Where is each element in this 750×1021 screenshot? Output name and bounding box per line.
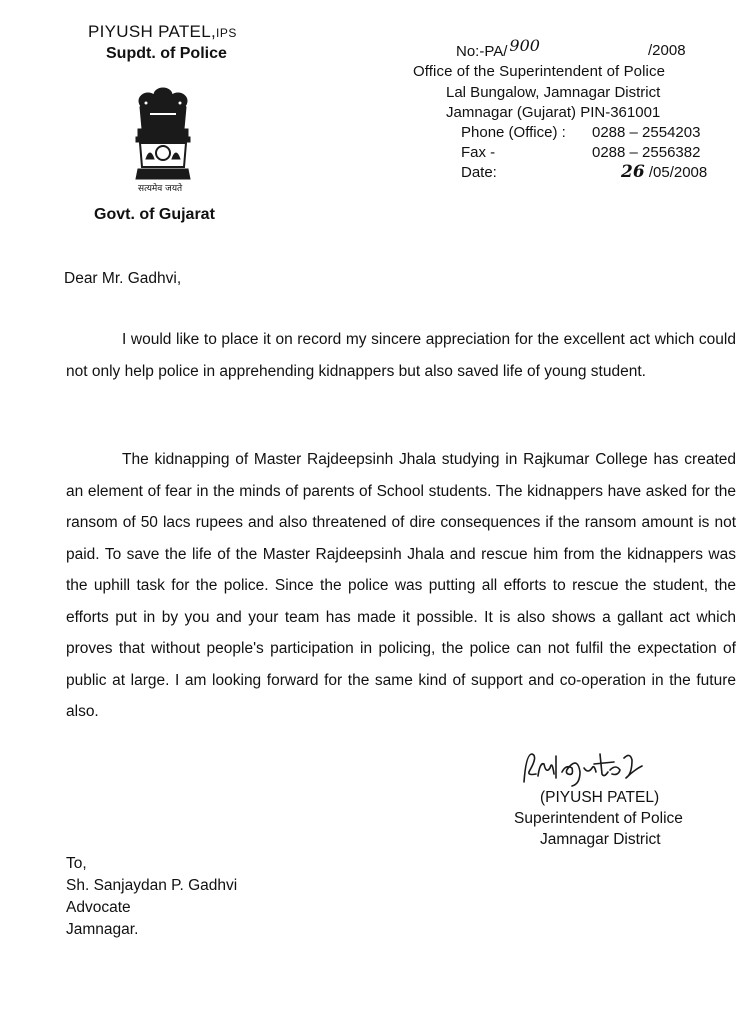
government-name: Govt. of Gujarat — [94, 206, 215, 223]
date-handwritten: 26 — [621, 162, 645, 182]
fax-row — [461, 142, 701, 163]
reference-number: No:-PA/ 900 /2008 — [456, 36, 686, 60]
date-row — [461, 162, 708, 183]
signatory-title: Superintendent of Police — [514, 810, 683, 827]
address-line-2: Jamnagar (Gujarat) PIN-361001 — [446, 104, 661, 121]
address-line-1: Lal Bungalow, Jamnagar District — [446, 84, 661, 101]
reference-handwritten: 900 — [509, 36, 540, 55]
emblem-motto: सत्यमेव जयते — [138, 184, 183, 194]
reference-year: /2008 — [648, 42, 686, 59]
recipient-block — [66, 853, 237, 941]
date-rest: /05/2008 — [648, 164, 708, 181]
national-emblem-icon — [126, 83, 200, 183]
phone-label: Phone (Office) : — [461, 124, 566, 141]
handwritten-signature — [514, 744, 674, 792]
recipient-designation: Advocate — [66, 899, 131, 916]
office-title: Office of the Superintendent of Police — [413, 63, 666, 80]
recipient-name: Sh. Sanjaydan P. Gadhvi — [66, 877, 238, 894]
recipient-city: Jamnagar. — [66, 921, 139, 938]
recipient-to: To, — [66, 855, 87, 872]
body-paragraph-2: The kidnapping of Master Rajdeepsinh Jhala studying in Rajkumar College has created an element of fear in the minds of parents of School students. The kidnappers have asked for the ransom of 50 lacs rupees and also threatened of dire consequences if the ransom amount is not paid. To save the life of the Master Rajdeepsinh Jhala and rescue him from the kidnappers was the uphill task for the police. Since the police was putting all efforts to rescue the student, the efforts put in by you and your team has made it possible. It is also shows a gallant act which proves that without people's participation in policing, the police can not fulfil the expectation of public at large. I am looking forward for the same kind of support and co-operation in the future also. — [66, 451, 736, 720]
fax-label: Fax - — [461, 144, 496, 161]
signatory-name: (PIYUSH PATEL) — [540, 789, 660, 806]
signatory-district: Jamnagar District — [540, 831, 661, 848]
phone-row — [461, 122, 701, 143]
date-label: Date: — [461, 164, 497, 181]
phone-value: 0288 – 2554203 — [592, 124, 701, 141]
sender-suffix: IPS — [215, 26, 237, 40]
sender-rank: Supdt. of Police — [106, 45, 227, 62]
fax-value: 0288 – 2556382 — [592, 144, 701, 161]
sender-name: PIYUSH PATEL,IPS — [88, 22, 237, 41]
body-paragraph-1: I would like to place it on record my sincere appreciation for the excellent act which could not only help police in apprehending kidnappers but also saved life of young student. — [66, 331, 736, 380]
salutation: Dear Mr. Gadhvi, — [64, 270, 182, 287]
